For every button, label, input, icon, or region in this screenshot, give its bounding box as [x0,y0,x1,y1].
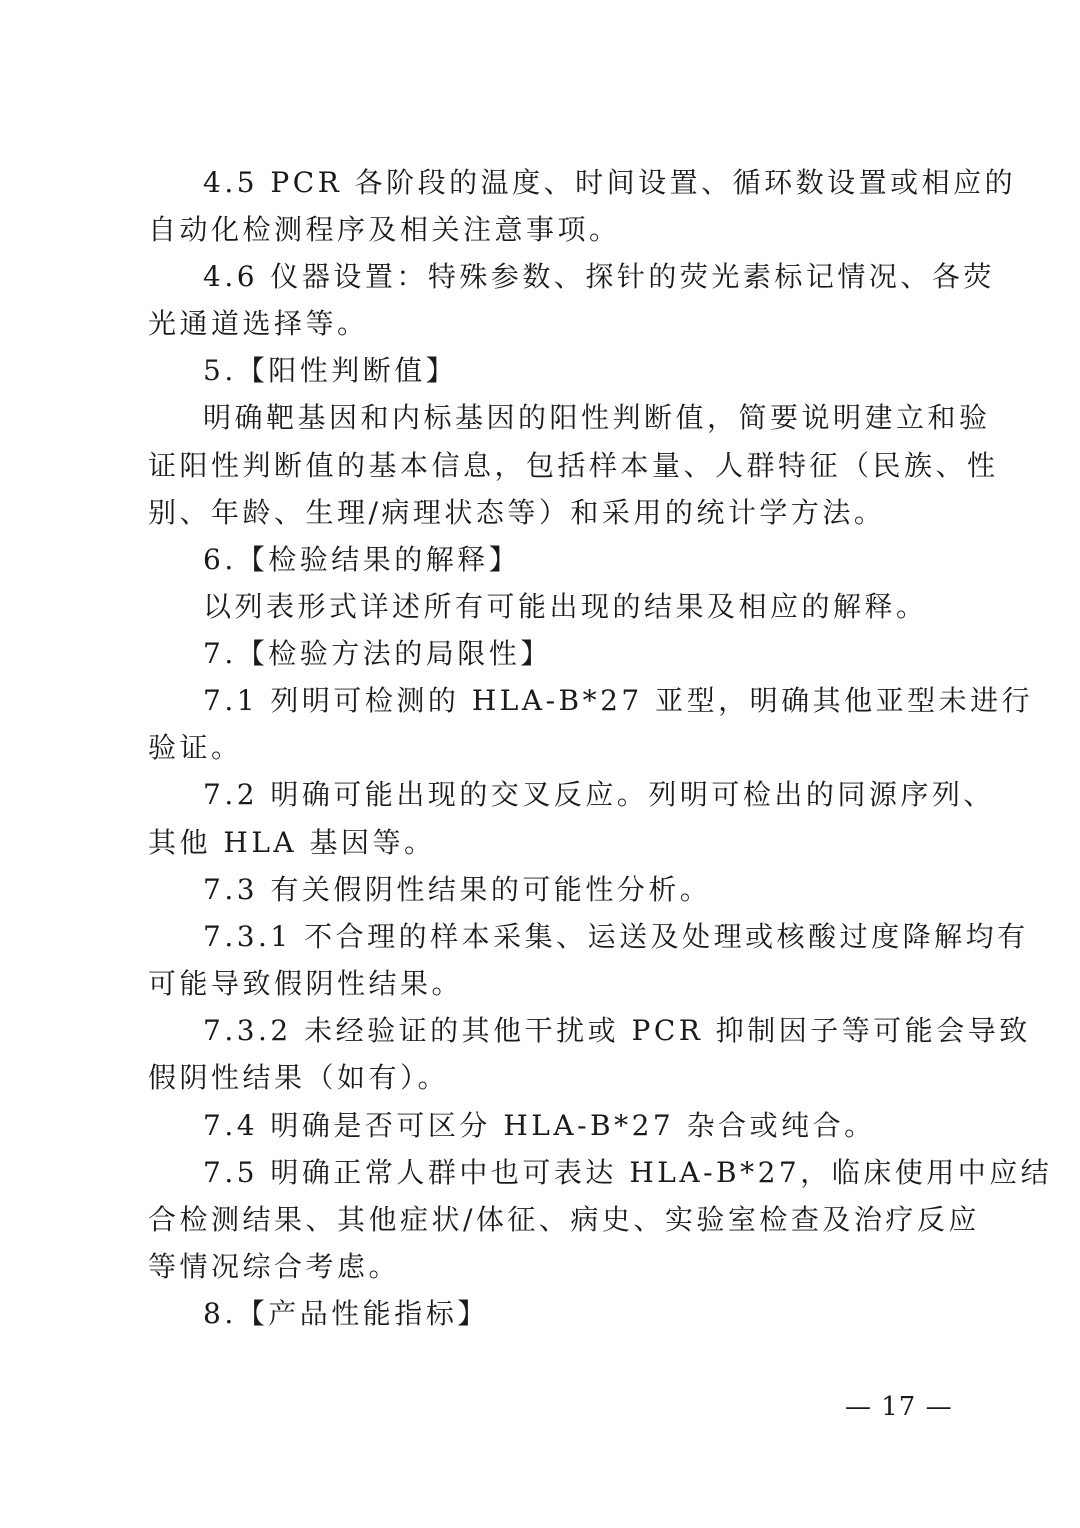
paragraph-line: 合检测结果、其他症状/体征、病史、实验室检查及治疗反应 [148,1203,980,1236]
paragraph-line: 7.2 明确可能出现的交叉反应。列明可检出的同源序列、 [203,778,995,811]
paragraph-line: 7.3.1 不合理的样本采集、运送及处理或核酸过度降解均有 [203,920,1029,953]
paragraph-line: 明确靶基因和内标基因的阳性判断值，简要说明建立和验 [203,401,991,434]
section-heading: 7.【检验方法的局限性】 [203,637,552,670]
section-heading: 5.【阳性判断值】 [203,354,458,387]
paragraph-line: 7.3 有关假阴性结果的可能性分析。 [203,873,712,906]
page-number: — 17 — [845,1392,953,1422]
paragraph-line: 假阴性结果（如有）。 [148,1061,450,1094]
paragraph-line: 7.3.2 未经验证的其他干扰或 PCR 抑制因子等可能会导致 [203,1014,1031,1047]
paragraph-line: 4.6 仪器设置：特殊参数、探针的荧光素标记情况、各荧 [203,260,995,293]
section-heading: 6.【检验结果的解释】 [203,543,521,576]
paragraph-line: 可能导致假阴性结果。 [148,967,464,1000]
paragraph-line: 以列表形式详述所有可能出现的结果及相应的解释。 [203,590,928,623]
section-heading: 8.【产品性能指标】 [203,1297,489,1330]
paragraph-line: 7.1 列明可检测的 HLA-B*27 亚型，明确其他亚型未进行 [203,684,1034,717]
paragraph-line: 其他 HLA 基因等。 [148,826,436,859]
paragraph-line: 光通道选择等。 [148,307,369,340]
paragraph-line: 证阳性判断值的基本信息，包括样本量、人群特征（民族、性 [148,449,999,482]
paragraph-line: 7.5 明确正常人群中也可表达 HLA-B*27，临床使用中应结 [203,1156,1053,1189]
paragraph-line: 别、年龄、生理/病理状态等）和采用的统计学方法。 [148,496,886,529]
paragraph-line: 等情况综合考虑。 [148,1250,401,1283]
paragraph-line: 验证。 [148,731,243,764]
paragraph-line: 7.4 明确是否可区分 HLA-B*27 杂合或纯合。 [203,1109,876,1142]
paragraph-line: 4.5 PCR 各阶段的温度、时间设置、循环数设置或相应的 [203,166,1017,199]
paragraph-line: 自动化检测程序及相关注意事项。 [148,213,621,246]
